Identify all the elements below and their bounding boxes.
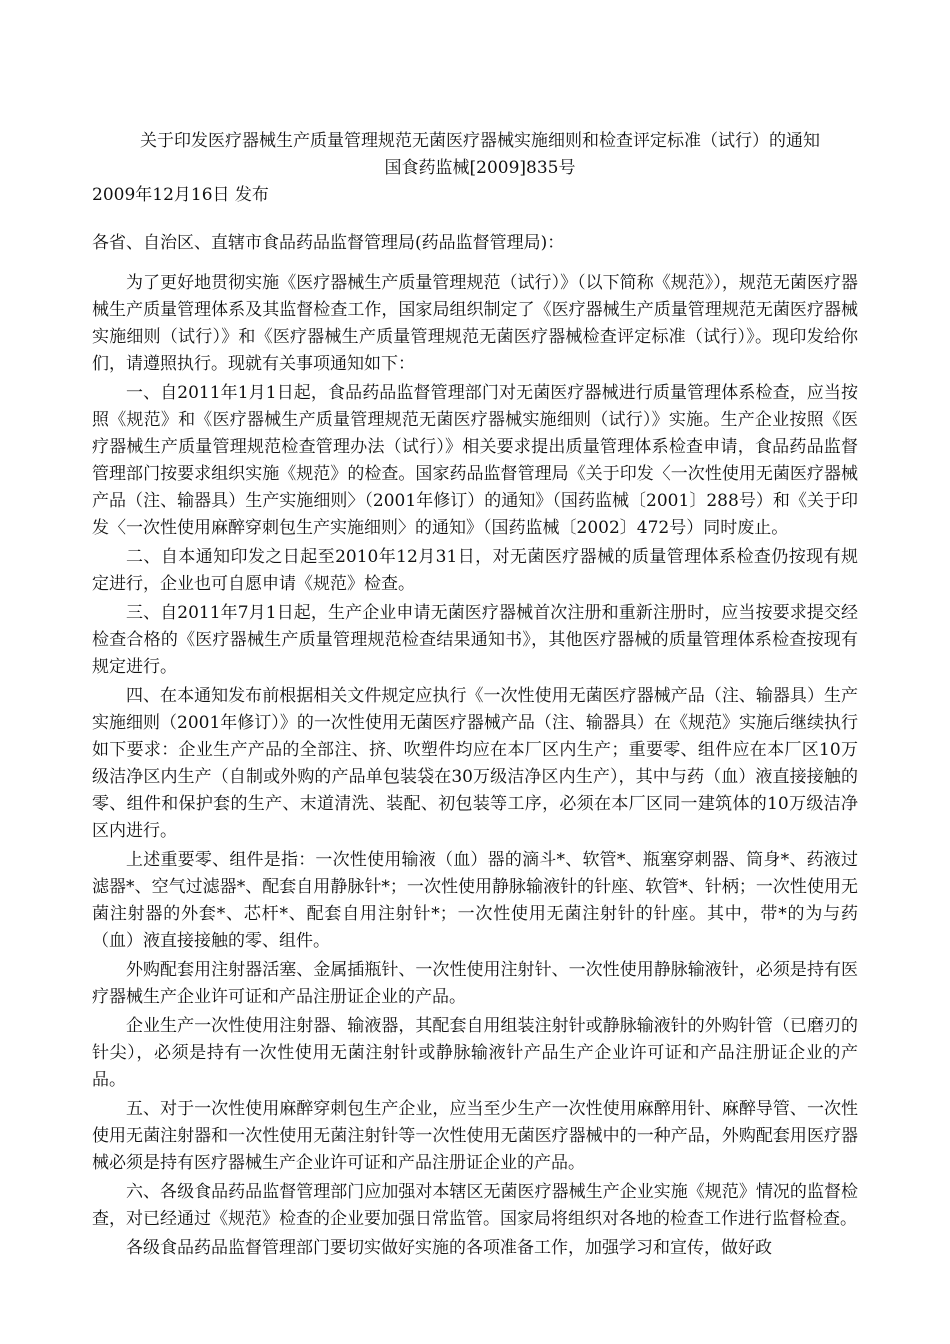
paragraph-item-6: 六、各级食品药品监督管理部门应加强对本辖区无菌医疗器械生产企业实施《规范》情况的监督检查，对已经通过《规范》检查的企业要加强日常监管。国家局将组织对各地的检查工作进行监督检查。 [92,1182,858,1229]
document-body [92,270,858,1264]
paragraph-closing: 各级食品药品监督管理部门要切实做好实施的各项准备工作，加强学习和宣传，做好政 [126,1238,772,1258]
paragraph-needle-tubes: 企业生产一次性使用注射器、输液器，其配套自用组装注射针或静脉输液针的外购针管（已磨刃的针尖），必须是持有一次性使用无菌注射针或静脉输液针产品生产企业许可证和产品注册证企业的产品。 [92,1016,858,1090]
paragraph-item-1: 一、自2011年1月1日起，食品药品监督管理部门对无菌医疗器械进行质量管理体系检查，应当按照《规范》和《医疗器械生产质量管理规范无菌医疗器械实施细则（试行）》实施。生产企业按照《医疗器械生产质量管理规范检查管理办法（试行）》相关要求提出质量管理体系检查申请，食品药品监督管理部门按要求组织实施《规范》的检查。国家药品监督管理局《关于印发〈一次性使用无菌医疗器械产品（注、输器具）生产实施细则〉（2001年修订）的通知》（国药监械〔2001〕288号）和《关于印发〈一次性使用麻醉穿刺包生产实施细则〉的通知》（国药监械〔2002〕472号）同时废止。 [92,383,858,538]
document-number: 国食药监械[2009]835号 [384,158,576,178]
paragraph-item-5: 五、对于一次性使用麻醉穿刺包生产企业，应当至少生产一次性使用麻醉用针、麻醉导管、一次性使用无菌注射器和一次性使用无菌注射针等一次性使用无菌医疗器械中的一种产品，外购配套用医疗器械必须是持有医疗器械生产企业许可证和产品注册证企业的产品。 [92,1099,858,1173]
paragraph-item-4: 四、在本通知发布前根据相关文件规定应执行《一次性使用无菌医疗器械产品（注、输器具）生产实施细则（2001年修订）》的一次性使用无菌医疗器械产品（注、输器具）在《规范》实施后继续执行如下要求：企业生产产品的全部注、挤、吹塑件均应在本厂区内生产；重要零、组件应在本厂区10万级洁净区内生产（自制或外购的产品单包装袋在30万级洁净区内生产），其中与药（血）液直接接触的零、组件和保护套的生产、末道清洗、装配、初包装等工序，必须在本厂区同一建筑体的10万级洁净区内进行。 [92,686,858,841]
paragraph-purchased-parts: 外购配套用注射器活塞、金属插瓶针、一次性使用注射针、一次性使用静脉输液针，必须是持有医疗器械生产企业许可证和产品注册证企业的产品。 [92,960,858,1007]
salutation: 各省、自治区、直辖市食品药品监督管理局(药品监督管理局)： [92,233,565,253]
paragraph-intro: 为了更好地贯彻实施《医疗器械生产质量管理规范（试行）》（以下简称《规范》），规范无菌医疗器械生产质量管理体系及其监督检查工作，国家局组织制定了《医疗器械生产质量管理规范无菌医疗器械实施细则（试行）》和《医疗器械生产质量管理规范无菌医疗器械检查评定标准（试行）》。现印发给你们，请遵照执行。现就有关事项通知如下： [92,273,858,374]
paragraph-item-2: 二、自本通知印发之日起至2010年12月31日，对无菌医疗器械的质量管理体系检查仍按现有规定进行，企业也可自愿申请《规范》检查。 [92,547,858,594]
paragraph-item-3: 三、自2011年7月1日起，生产企业申请无菌医疗器械首次注册和重新注册时，应当按要求提交经检查合格的《医疗器械生产质量管理规范检查结果通知书》，其他医疗器械的质量管理体系检查按现有规定进行。 [92,603,858,677]
paragraph-key-components: 上述重要零、组件是指：一次性使用输液（血）器的滴斗*、软管*、瓶塞穿刺器、筒身*、药液过滤器*、空气过滤器*、配套自用静脉针*；一次性使用静脉输液针的针座、软管*、针柄；一次性使用无菌注射器的外套*、芯杆*、配套自用注射针*；一次性使用无菌注射针的针座。其中，带*的为与药（血）液直接接触的零、组件。 [92,850,858,951]
publish-date: 2009年12月16日 发布 [92,185,269,205]
document-title: 关于印发医疗器械生产质量管理规范无菌医疗器械实施细则和检查评定标准（试行）的通知 [140,131,820,151]
